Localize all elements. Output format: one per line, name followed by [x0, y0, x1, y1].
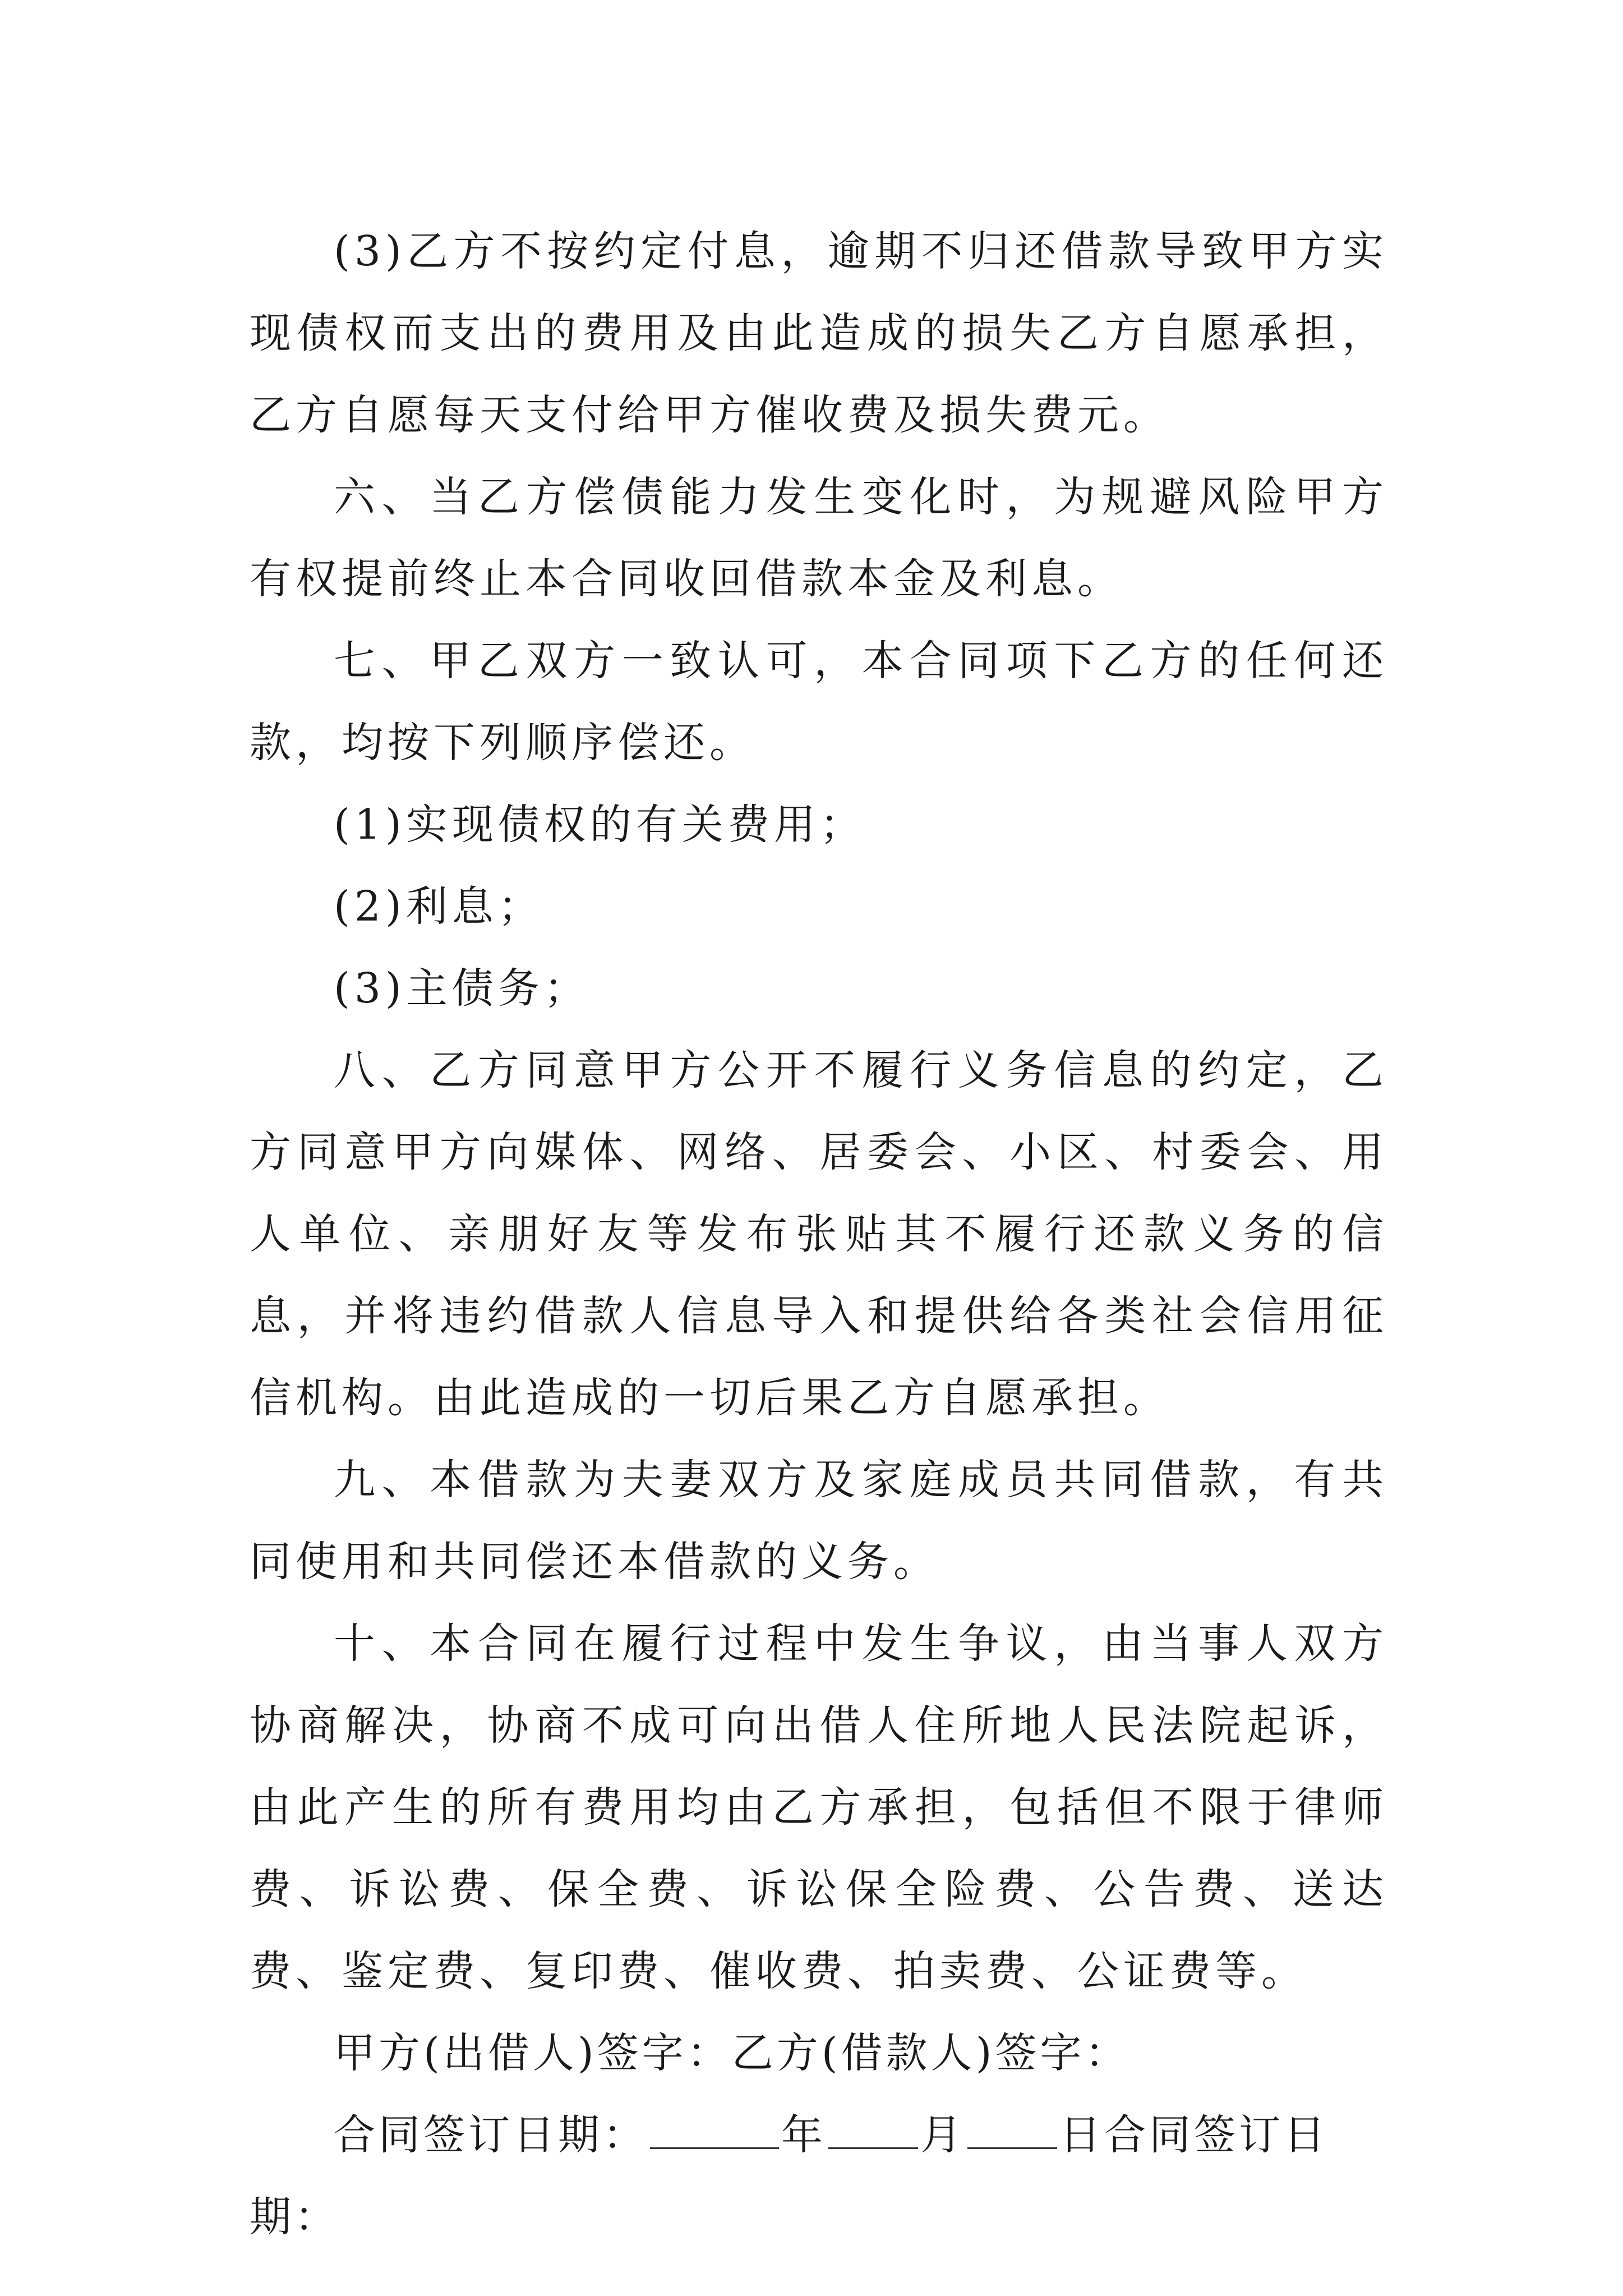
clause-list-item: (2)利息； [334, 882, 544, 931]
day-label: 日合同签订日期： [250, 2111, 1329, 2241]
clause-paragraph: 八、乙方同意甲方公开不履行义务信息的约定，乙方同意甲方向媒体、网络、居委会、小区、村委会、用人单位、亲朋好友等发布张贴其不履行还款义务的信息，并将违约借款人信息导入和提供给各类社会信用征信机构。由此造成的一切后果乙方自愿承担。 [250, 1046, 1388, 1422]
month-blank[interactable] [828, 2113, 918, 2149]
contract-body [250, 210, 1388, 2258]
clause-paragraph: 七、甲乙双方一致认可，本合同项下乙方的任何还款，均按下列顺序偿还。 [250, 637, 1388, 767]
date-label: 合同签订日期： [334, 2111, 648, 2159]
clause-list-item: (1)实现债权的有关费用； [334, 800, 866, 849]
day-blank[interactable] [967, 2113, 1057, 2149]
month-label: 月 [920, 2111, 965, 2159]
year-blank[interactable] [650, 2113, 779, 2149]
signature-line: 甲方(出借人)签字：乙方(借款人)签字： [334, 2029, 1130, 2077]
signing-date-line [250, 2094, 1388, 2258]
clause-paragraph: 九、本借款为夫妻双方及家庭成员共同借款，有共同使用和共同偿还本借款的义务。 [250, 1456, 1388, 1586]
year-label: 年 [781, 2111, 826, 2159]
clause-list-item: (3)主债务； [334, 964, 590, 1013]
clause-paragraph: 六、当乙方偿债能力发生变化时，为规避风险甲方有权提前终止本合同收回借款本金及利息。 [250, 473, 1388, 603]
clause-paragraph: (3)乙方不按约定付息，逾期不归还借款导致甲方实现债权而支出的费用及由此造成的损失乙方自愿承担，乙方自愿每天支付给甲方催收费及损失费元。 [250, 227, 1388, 439]
clause-paragraph: 十、本合同在履行过程中发生争议，由当事人双方协商解决，协商不成可向出借人住所地人民法院起诉，由此产生的所有费用均由乙方承担，包括但不限于律师费、诉讼费、保全费、诉讼保全险费、公告费、送达费、鉴定费、复印费、催收费、拍卖费、公证费等。 [250, 1619, 1388, 1995]
